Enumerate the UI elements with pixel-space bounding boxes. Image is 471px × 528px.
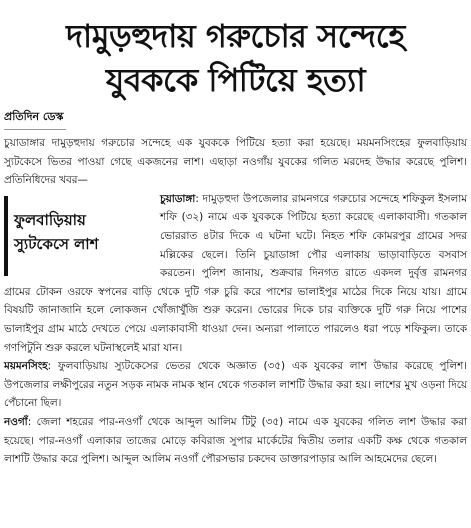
headline-line-1: দামুড়হুদায় গরুচোর সন্দেহে — [66, 17, 405, 55]
desk-credit: প্রতিদিন ডেস্ক — [4, 108, 66, 130]
subheadline — [14, 196, 99, 276]
naogaon-paragraph — [4, 413, 467, 469]
subheadline-rule — [4, 196, 8, 276]
subheadline-line-2: স্যুটকেসে লাশ — [14, 234, 99, 253]
subheadline-box — [4, 196, 152, 276]
intro-paragraph: চুয়াডাঙ্গার দামুড়হুদায় গরুচোর সন্দেহে এক যুবককে পিটিয়ে হত্যা করা হয়েছে। ময়মনসিংহের ফুলবাড়িয়ায় স্যুটকেসে ভিতর পাওয়া গেছে একজনের লাশ। এছাড়া নওগাঁয় যুবকের গলিত মরদেহ উদ্ধার করেছে পুলিশ। প্রতিনিধিদের খবর— — [4, 137, 467, 187]
naogaon-dateline: নওগাঁ — [4, 415, 28, 428]
subheadline-line-1: ফুলবাড়িয়ায় — [14, 210, 86, 229]
mymensingh-paragraph — [4, 357, 467, 413]
headline-line-2: যুবককে পিটিয়ে হত্যা — [105, 61, 366, 99]
chuadanga-dateline: চুয়াডাঙ্গা — [160, 192, 196, 205]
headline — [0, 0, 471, 102]
mymensingh-text: : ফুলবাড়িয়ায় স্যুটকেসের ভেতর থেকে অজ্ঞাত (৩৫) এক যুবকের লাশ উদ্ধার করেছে পুলিশ। উপজেলার লক্ষীপুরের নতুন সড়ক নামক নামক স্থান থেকে গতকাল লাশটি উদ্ধার করা হয়। লাশের মুখ ওড়না দিয়ে পেঁচানো ছিল। — [4, 360, 467, 410]
chuadanga-text: : দামুড়হুদা উপজেলার রামনগরে গরুচোর সন্দেহে শফিকুল ইসলাম শফি (৩২) নামে এক যুবককে পিটিয়ে হত্যা করেছে এলাকাবাসী। গতকাল ভোররাত ৪টার দিকে এ ঘটনা ঘটে। নিহত শফি কোমরপুর গ্রামের সদর মল্লিকের ছেলে। তিনি চুয়াডাঙ্গা পৌর এলাকায় ভাড়াবাড়িতে বসবাস করতেন। পুলিশ জানায়, শুক্রবার দিনগত রাতে একদল দুর্বৃত্ত রামনগর গ্রামের টোকন ওরফে স্বপনের বাড়ি থেকে দুটি গরু চুরি করে পাশের ভালাইপুর মাঠের দিকে নিয়ে যায়। গ্রামে বিষয়টি জানাজানি হলে লোকজন খোঁজাখুঁজি শুরু করেন। ভোরের দিকে চার ব্যক্তিকে দুটি গরু নিয়ে পাশের ভালাইপুর গ্রাম মাঠে দেখতে পেয়ে এলাকাবাসী ধাওয়া দেন। অন্যরা পালাতে পারলেও ধরা পড়ে শফিকুল। তাকে গণপিটুনি শুরু করলে ঘটনাস্থলেই মারা যান। — [4, 192, 467, 354]
article-body — [0, 130, 471, 469]
mymensingh-dateline: ময়মনসিংহ — [4, 360, 48, 373]
naogaon-text: : জেলা শহরের পার-নওগাঁ থেকে আব্দুল আলিম টিটু (৩৫) নামে এক যুবকের গলিত লাশ উদ্ধার করা হয়েছে। পার-নওগাঁ এলাকার তাজের মোড়ে কবিরাজ সুপার মার্কেটের দ্বিতীয় তলার একটি কক্ষ থেকে গতকাল লাশটি উদ্ধার করে পুলিশ। আব্দুল আলিম নওগাঁ পৌরসভার চকদেব ডাক্তারপাড়ার আলি আহমেদের ছেলে। — [4, 415, 467, 466]
